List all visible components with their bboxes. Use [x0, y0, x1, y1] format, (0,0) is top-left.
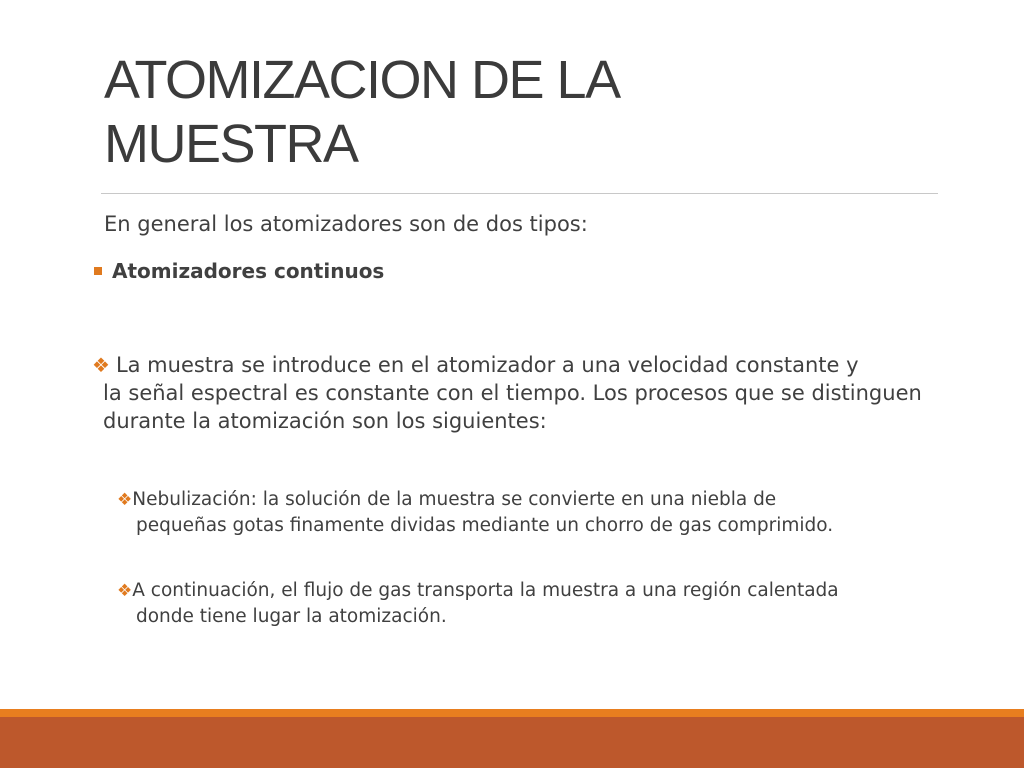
slide-title-line-2: MUESTRA: [104, 114, 358, 174]
sub-bullet-text: Nebulización: la solución de la muestra se convierte en una niebla de: [132, 489, 777, 510]
sub-bullet-nebulizacion: [117, 487, 947, 538]
square-bullet-icon: [94, 267, 102, 275]
sub-bullet-line-2: pequeñas gotas finamente dividas mediante un chorro de gas comprimido.: [136, 515, 834, 536]
footer-bar: [0, 717, 1024, 768]
footer-accent-stripe: [0, 709, 1024, 717]
sub-bullet-line-2: donde tiene lugar la atomización.: [136, 606, 447, 627]
title-divider: [101, 193, 938, 194]
slide-title-line-1: ATOMIZACION DE LA: [104, 50, 620, 110]
intro-text: En general los atomizadores son de dos tipos:: [104, 212, 588, 236]
diamond-bullet-icon: ❖: [117, 581, 133, 601]
slide-title: [104, 48, 924, 176]
diamond-bullet-icon: ❖: [117, 490, 133, 510]
sub-bullet-line-1: [117, 578, 947, 604]
sub-bullet-line-1: [117, 487, 947, 513]
sub-bullet-text: A continuación, el flujo de gas transporta la muestra a una región calentada: [132, 580, 839, 601]
diamond-bullet-icon: ❖: [92, 353, 110, 377]
paragraph-first-line: [92, 351, 942, 379]
sub-bullet-continuacion: [117, 578, 947, 629]
paragraph-continuation: la señal espectral es constante con el tiempo. Los procesos que se distinguen durante la atomización son los siguientes:: [103, 381, 922, 433]
paragraph-line-1-text: La muestra se introduce en el atomizador a una velocidad constante y: [115, 353, 859, 377]
description-paragraph: [92, 351, 942, 435]
bullet-atomizadores-continuos: [92, 257, 384, 285]
bullet-label: Atomizadores continuos: [112, 259, 385, 283]
